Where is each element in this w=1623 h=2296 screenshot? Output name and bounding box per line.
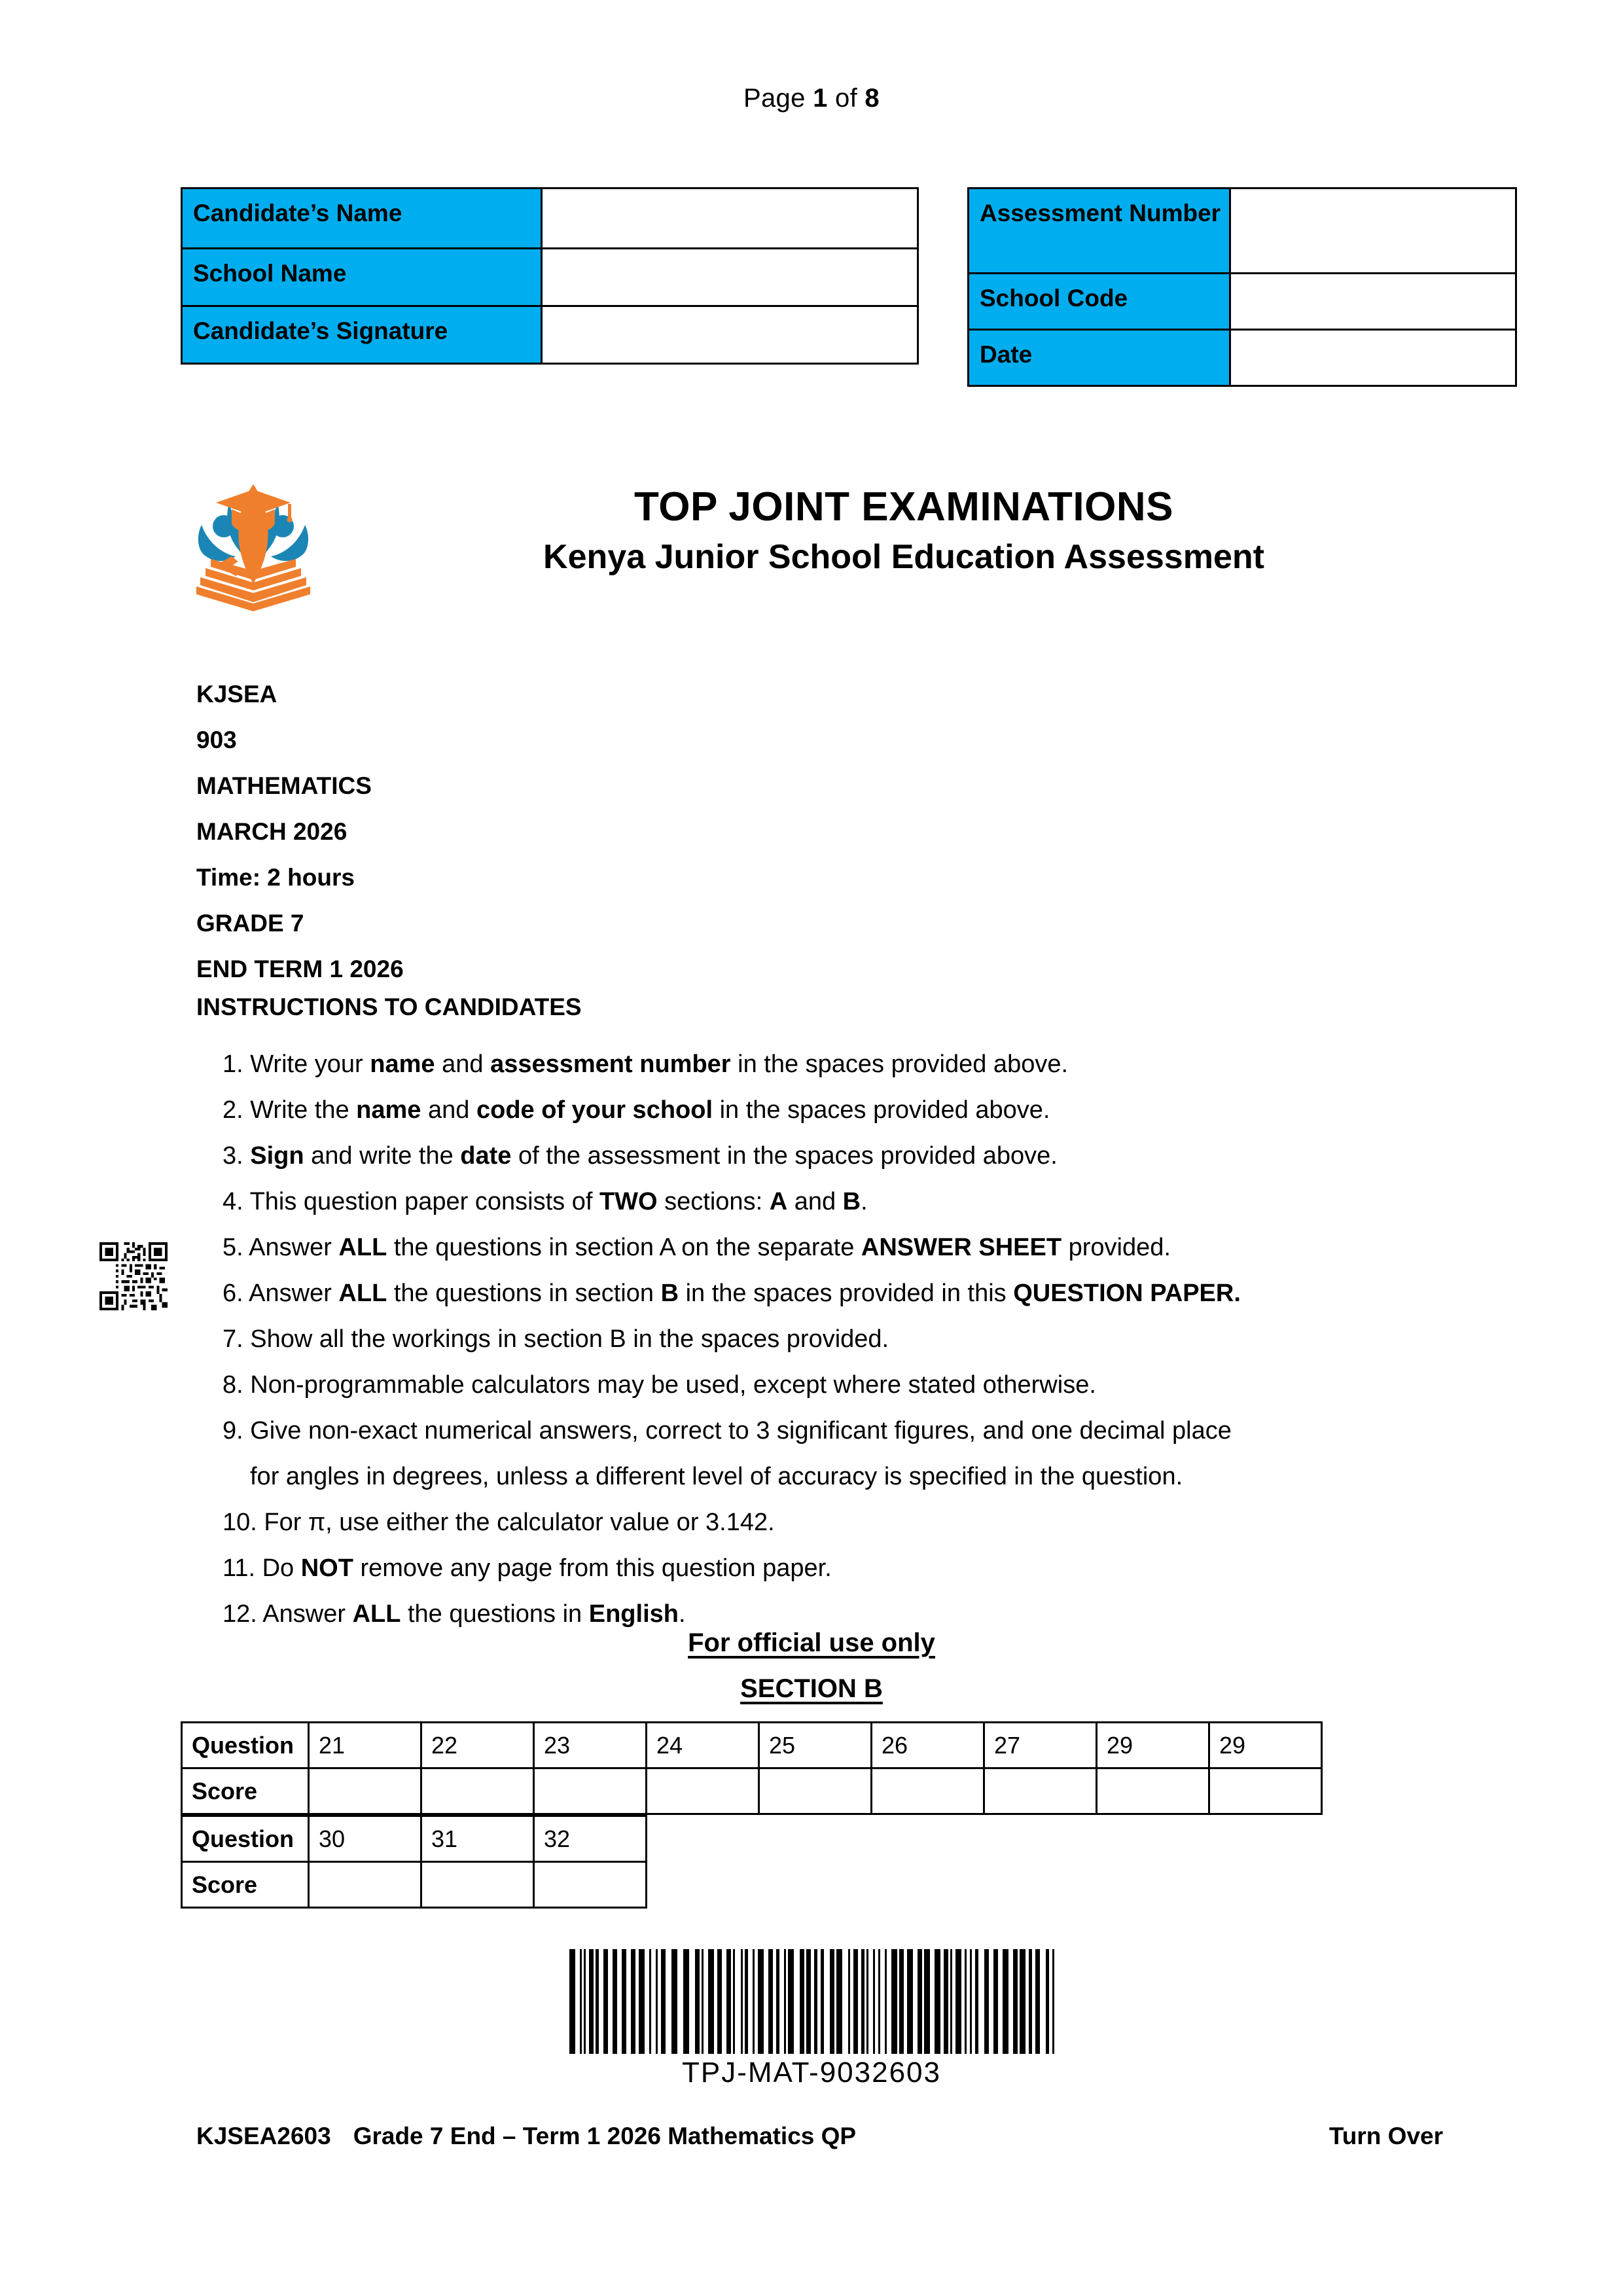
candidate-signature-label: Candidate’s Signature <box>182 306 542 364</box>
footer-left <box>196 2123 878 2150</box>
score-table-block-1 <box>181 1721 1323 1815</box>
instruction-item-4: 4. This question paper consists of TWO sections: A and B. <box>223 1188 868 1215</box>
instruction-item-5: 5. Answer ALL the questions in section A on the separate ANSWER SHEET provided. <box>223 1234 1171 1261</box>
meta-duration: Time: 2 hours <box>196 864 355 891</box>
candidate-name-field[interactable] <box>542 188 918 249</box>
barcode <box>569 1949 1054 2054</box>
score-entry-cell[interactable] <box>421 1862 534 1908</box>
footer-turn-over: Turn Over <box>1329 2123 1443 2149</box>
footer-description: Grade 7 End – Term 1 2026 Mathematics QP <box>353 2123 857 2149</box>
instruction-item-11: 11. Do NOT remove any page from this question paper. <box>223 1554 832 1582</box>
score-entry-cell[interactable] <box>1209 1768 1322 1814</box>
question-number-cell: 30 <box>309 1816 421 1862</box>
page-total: 8 <box>865 84 880 113</box>
score-entry-cell[interactable] <box>1097 1768 1209 1814</box>
instructions-heading: INSTRUCTIONS TO CANDIDATES <box>196 994 582 1020</box>
graduate-book-logo-icon <box>191 478 315 612</box>
page-label-prefix: Page <box>743 84 813 113</box>
question-number-cell: 25 <box>759 1723 872 1768</box>
meta-term: END TERM 1 2026 <box>196 956 404 982</box>
question-number-cell: 21 <box>309 1723 421 1768</box>
instruction-item-6: 6. Answer ALL the questions in section B in the spaces provided in this QUESTION PAPER. <box>223 1280 1241 1307</box>
instruction-item-2: 2. Write the name and code of your school in the spaces provided above. <box>223 1096 1050 1124</box>
score-entry-cell[interactable] <box>309 1862 421 1908</box>
question-number-cell: 24 <box>647 1723 759 1768</box>
barcode-label: TPJ-MAT-9032603 <box>681 2056 941 2089</box>
masthead <box>181 478 1457 622</box>
page-label-mid: of <box>827 84 865 113</box>
instruction-item-3: 3. Sign and write the date of the assessment in the spaces provided above. <box>223 1142 1058 1170</box>
question-row-label: Question <box>182 1723 309 1768</box>
question-number-cell: 29 <box>1209 1723 1322 1768</box>
instruction-item-12: 12. Answer ALL the questions in English. <box>223 1600 686 1628</box>
page-number-header <box>0 84 1623 113</box>
assessment-info-table <box>967 187 1517 387</box>
table-row <box>182 249 918 306</box>
question-row-label: Question <box>182 1816 309 1862</box>
table-row <box>182 188 918 249</box>
barcode-area <box>0 1941 1623 2089</box>
instruction-item-9: 9. Give non-exact numerical answers, correct to 3 significant figures, and one decimal place for angles in degrees, unless a different level of accuracy is specified in the question. <box>223 1417 1232 1490</box>
school-code-field[interactable] <box>1230 274 1516 330</box>
question-number-cell: 31 <box>421 1816 534 1862</box>
score-entry-cell[interactable] <box>647 1768 759 1814</box>
footer-paper-code: KJSEA2603 <box>196 2123 331 2149</box>
page-current: 1 <box>813 84 828 113</box>
instruction-item-7: 7. Show all the workings in section B in the spaces provided. <box>223 1325 889 1353</box>
exam-meta-block <box>196 672 785 992</box>
official-use-heading <box>0 1628 1623 1658</box>
school-name-field[interactable] <box>542 249 918 306</box>
table-row <box>182 1723 1322 1768</box>
score-entry-cell[interactable] <box>984 1768 1097 1814</box>
table-row <box>182 1816 647 1862</box>
meta-paper-code: 903 <box>196 726 237 753</box>
score-tables <box>181 1721 1323 1909</box>
score-entry-cell[interactable] <box>309 1768 421 1814</box>
score-table-block-2 <box>181 1815 647 1909</box>
candidate-signature-field[interactable] <box>542 306 918 364</box>
assessment-number-label: Assessment Number <box>969 188 1230 274</box>
assessment-number-field[interactable] <box>1230 188 1516 274</box>
question-number-cell: 27 <box>984 1723 1097 1768</box>
official-use-text: For official use only <box>688 1628 935 1657</box>
table-row <box>182 306 918 364</box>
score-row-label: Score <box>182 1768 309 1814</box>
score-entry-cell[interactable] <box>872 1768 984 1814</box>
school-code-label: School Code <box>969 274 1230 330</box>
score-entry-cell[interactable] <box>421 1768 534 1814</box>
page-title: TOP JOINT EXAMINATIONS <box>634 484 1173 529</box>
meta-subject-code-kjsea: KJSEA <box>196 681 277 708</box>
section-b-heading <box>0 1674 1623 1704</box>
meta-subject: MATHEMATICS <box>196 772 372 799</box>
table-row <box>969 188 1516 274</box>
question-number-cell: 23 <box>534 1723 647 1768</box>
title-block <box>351 483 1457 579</box>
page-subtitle: Kenya Junior School Education Assessment <box>543 538 1264 577</box>
score-entry-cell[interactable] <box>759 1768 872 1814</box>
instruction-item-1: 1. Write your name and assessment number in the spaces provided above. <box>223 1050 1069 1078</box>
section-b-text: SECTION B <box>740 1674 883 1703</box>
table-row <box>969 274 1516 330</box>
meta-grade: GRADE 7 <box>196 910 304 937</box>
candidate-name-label: Candidate’s Name <box>182 188 542 249</box>
question-number-cell: 29 <box>1097 1723 1209 1768</box>
table-row <box>182 1862 647 1908</box>
school-name-label: School Name <box>182 249 542 306</box>
question-number-cell: 22 <box>421 1723 534 1768</box>
instruction-item-8: 8. Non-programmable calculators may be used, except where stated otherwise. <box>223 1371 1096 1399</box>
question-number-cell: 32 <box>534 1816 647 1862</box>
date-label: Date <box>969 330 1230 386</box>
question-number-cell: 26 <box>872 1723 984 1768</box>
instruction-item-10: 10. For π, use either the calculator value or 3.142. <box>223 1509 775 1536</box>
instructions-list <box>196 1041 1459 1637</box>
candidate-info-table <box>181 187 919 365</box>
score-entry-cell[interactable] <box>534 1862 647 1908</box>
score-entry-cell[interactable] <box>534 1768 647 1814</box>
qr-code-icon <box>99 1242 168 1310</box>
meta-month-year: MARCH 2026 <box>196 818 348 845</box>
table-row <box>182 1768 1322 1814</box>
page-footer <box>196 2123 1443 2150</box>
table-row <box>969 330 1516 386</box>
date-field[interactable] <box>1230 330 1516 386</box>
score-row-label: Score <box>182 1862 309 1908</box>
